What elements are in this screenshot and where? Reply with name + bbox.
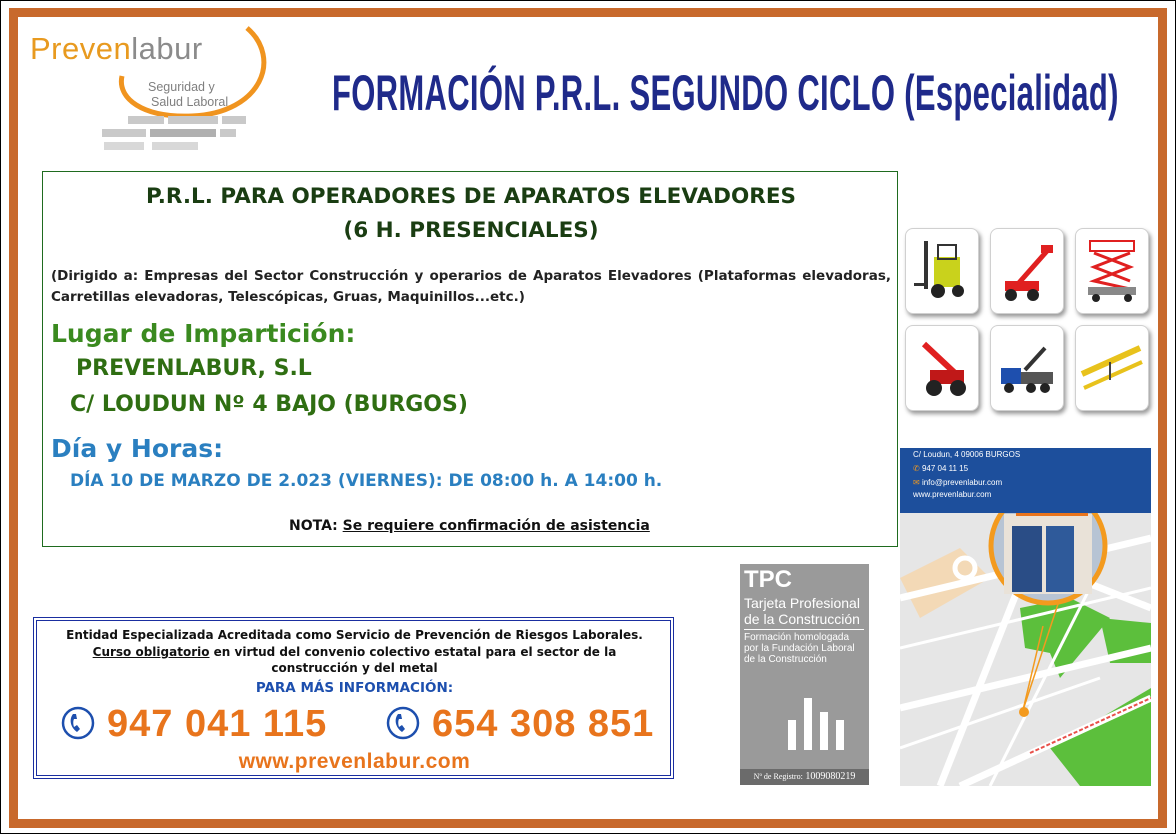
tpc-divider [744, 629, 864, 630]
mandatory-course-line [37, 645, 672, 659]
phone-number-1[interactable]: 947 041 115 [107, 703, 328, 745]
boom-lift-image [990, 228, 1064, 314]
course-audience: (Dirigido a: Empresas del Sector Construcción y operarios de Aparatos Elevadores (Plataformas elevadoras, Carretillas elevadoras, Telescópicas, Gruas, Maquinillos...etc.) [51, 268, 891, 305]
truck-crane-image [990, 325, 1064, 411]
sector-line: construcción y del metal [271, 661, 438, 675]
logo-wordmark [30, 32, 203, 66]
location-map [900, 448, 1151, 786]
forklift-icon [910, 237, 974, 307]
website-link[interactable]: www.prevenlabur.com [238, 750, 471, 773]
boom-lift-icon [995, 237, 1059, 307]
phone-icon [60, 705, 96, 741]
prevenlabur-logo [22, 18, 272, 158]
tpc-bars-graphic [784, 696, 856, 752]
telehandler-icon [910, 334, 974, 404]
tpc-reg-number: 1009080219 [805, 771, 856, 782]
tpc-desc-line-1: Formación homologada [744, 632, 850, 643]
tpc-registration [740, 769, 869, 785]
attendance-note [289, 518, 650, 534]
map-contact-banner [900, 448, 1151, 513]
tpc-badge [740, 564, 869, 785]
schedule-detail: DÍA 10 DE MARZO DE 2.023 (VIERNES): DE 08:00 h. A 14:00 h. [70, 471, 663, 491]
contact-inner-border [36, 620, 671, 776]
note-text: Se requiere confirmación de asistencia [342, 518, 650, 534]
course-title-line-1: P.R.L. PARA OPERADORES DE APARATOS ELEVADORES [145, 184, 797, 209]
location-address: C/ LOUDUN Nº 4 BAJO (BURGOS) [70, 392, 468, 417]
logo-name-part1: Preven [30, 31, 132, 66]
course-title [43, 180, 899, 248]
forklift-image [905, 228, 979, 314]
course-title-line-2: (6 H. PRESENCIALES) [343, 218, 599, 243]
logo-tagline-2: Salud Laboral [151, 95, 229, 109]
email-icon: ✉ [913, 478, 920, 487]
truck-crane-icon [995, 334, 1059, 404]
phone-number-2[interactable]: 654 308 851 [432, 703, 655, 745]
schedule-heading: Día y Horas: [51, 434, 224, 463]
more-info-label: PARA MÁS INFORMACIÓN: [255, 680, 454, 696]
location-company: PREVENLABUR, S.L [76, 356, 312, 381]
overhead-crane-image [1075, 325, 1149, 411]
contact-info-box [33, 617, 674, 779]
scissor-lift-image [1075, 228, 1149, 314]
course-details-box [42, 171, 898, 547]
phone-icon [385, 705, 421, 741]
tpc-name-line-2: de la Construcción [744, 611, 860, 627]
map-web: www.prevenlabur.com [913, 490, 992, 499]
scissor-lift-icon [1080, 237, 1144, 307]
logo-tagline-1: Seguridad y [148, 80, 215, 94]
tpc-acronym: TPC [744, 566, 792, 593]
tpc-desc-line-2: por la Fundación Laboral [744, 643, 855, 654]
tpc-desc-line-3: de la Construcción [744, 654, 827, 665]
main-title: FORMACIÓN P.R.L. SEGUNDO CICLO (Especialidad) [332, 65, 1119, 121]
note-label: NOTA: [289, 518, 338, 534]
location-heading: Lugar de Impartición: [51, 319, 356, 348]
map-email: info@prevenlabur.com [921, 478, 1003, 487]
logo-name-part2: labur [131, 31, 203, 66]
machine-images [901, 223, 1151, 419]
phone-icon: ✆ [913, 464, 920, 473]
map-address: C/ Loudun, 4 09006 BURGOS [913, 450, 1021, 459]
map-email-row [913, 478, 1002, 487]
overhead-crane-icon [1080, 334, 1144, 404]
map-phone: 947 04 11 15 [921, 464, 969, 473]
telehandler-image [905, 325, 979, 411]
mandatory-course-text: en virtud del convenio colectivo estatal para el sector de la [209, 645, 617, 659]
mandatory-course-label: Curso obligatorio [92, 645, 210, 659]
accreditation-line: Entidad Especializada Acreditada como Servicio de Prevención de Riesgos Laborales. [66, 628, 643, 642]
tpc-reg-label: Nº de Registro: [753, 772, 803, 781]
map-phone-row [913, 464, 968, 473]
tpc-name-line-1: Tarjeta Profesional [744, 595, 860, 611]
